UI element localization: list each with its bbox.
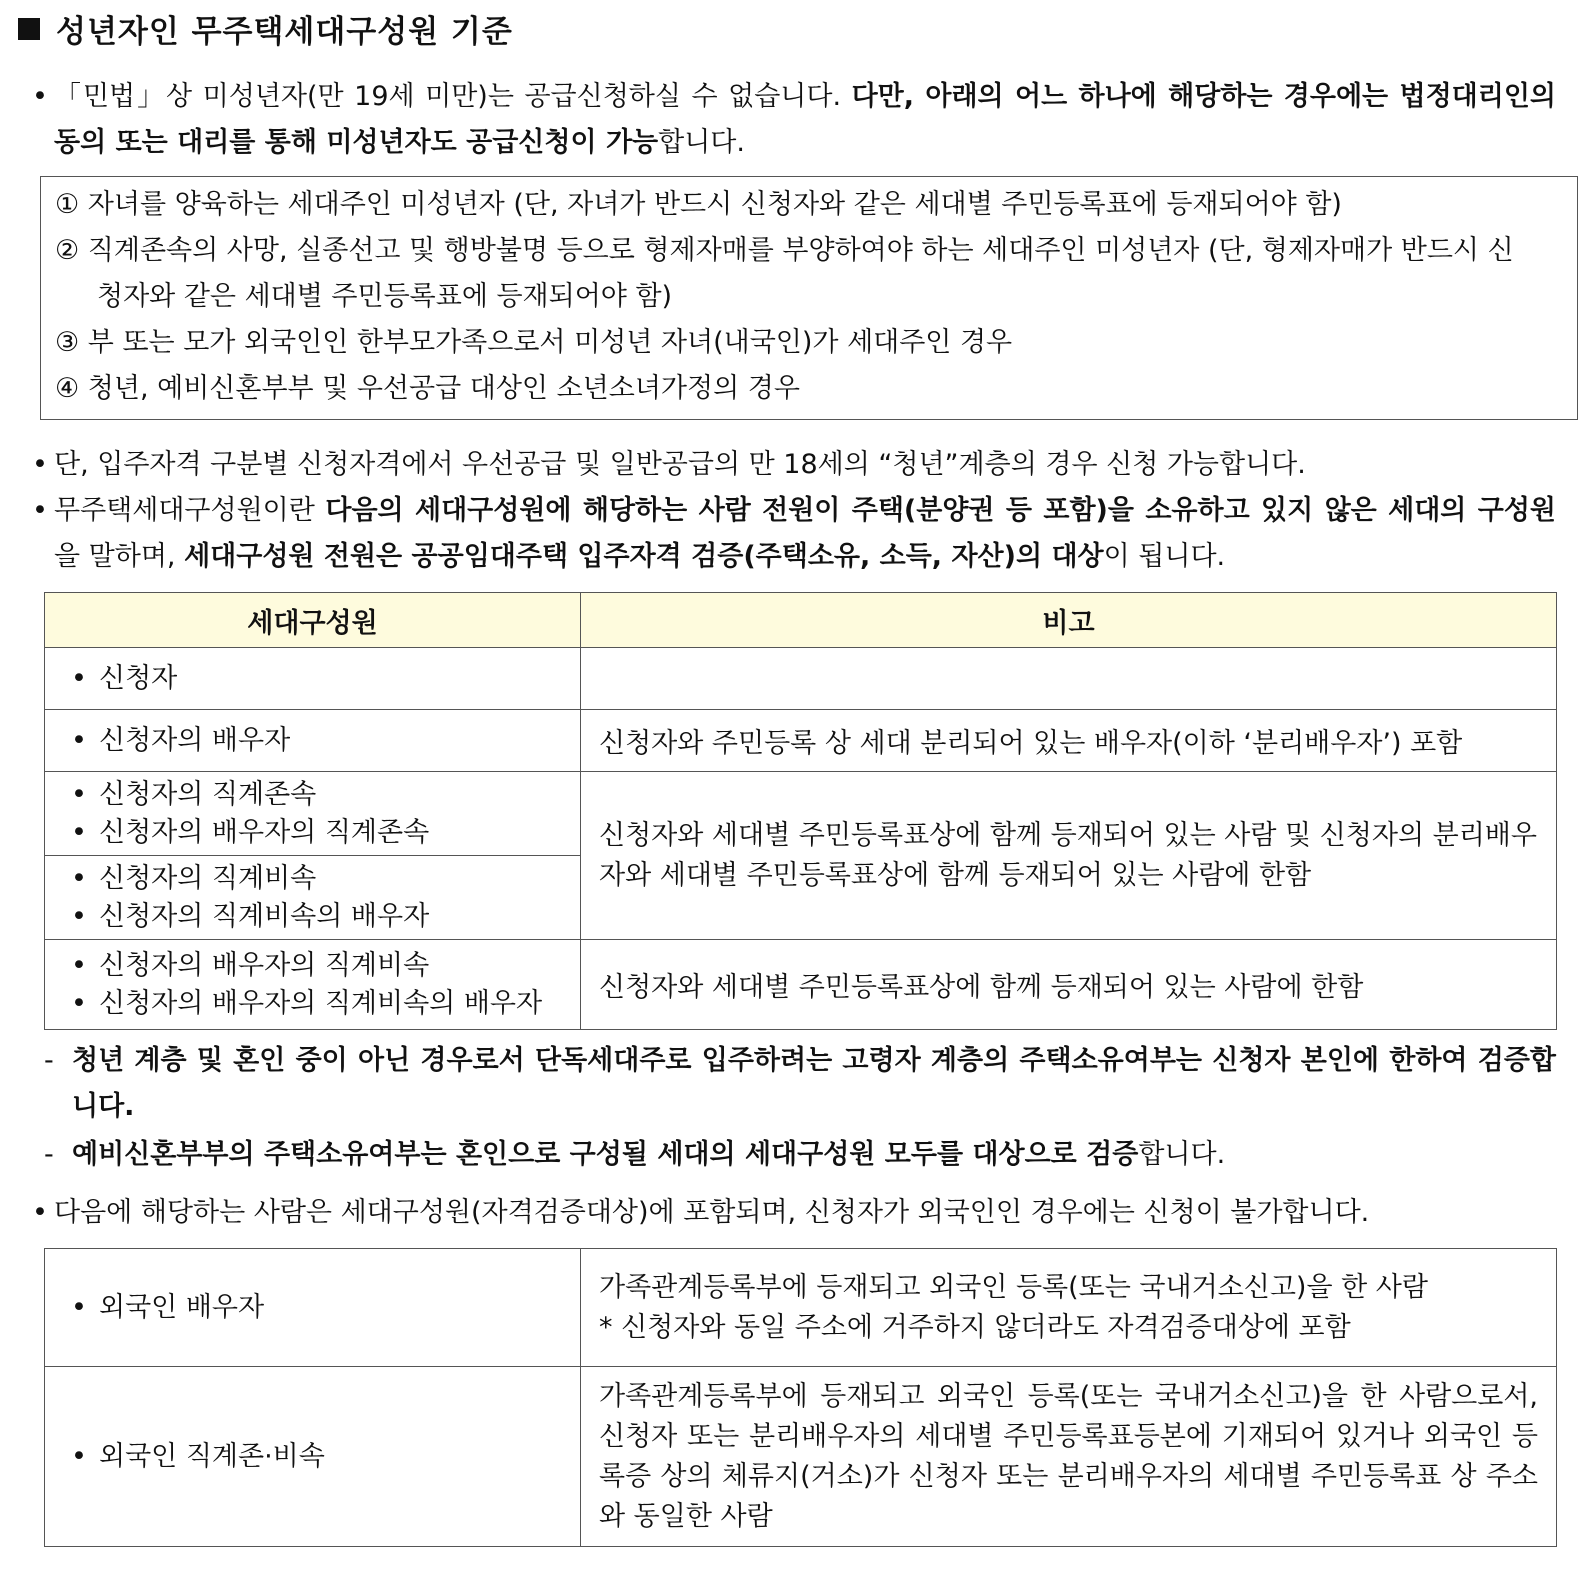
dash1-text: 청년 계층 및 혼인 중이 아닌 경우로서 단독세대주로 입주하려는 고령자 계층의 주택소유여부는 신청자 본인에 한하여 검증합니다. (72, 1045, 1556, 1122)
member-cell: • 신청자의 배우자의 직계비속의 배우자 (63, 985, 562, 1023)
member-cell: • 신청자의 배우자의 직계존속 (63, 814, 562, 852)
note-cell: 신청자와 세대별 주민등록표상에 함께 등재되어 있는 사람 및 신청자의 분리배우자와 세대별 주민등록표상에 함께 등재되어 있는 사람에 한함 (581, 772, 1557, 940)
bullet-icon: • (32, 1197, 48, 1228)
table-row (45, 940, 1557, 1030)
table-row (45, 1367, 1557, 1547)
note-cell: 가족관계등록부에 등재되고 외국인 등록(또는 국내거소신고)을 한 사람으로서, 신청자 또는 분리배우자의 세대별 주민등록표등본에 기재되어 있거나 외국인 등록증 상의 체류지(거소)가 신청자 또는 분리배우자의 세대별 주민등록표 상 주소와 동일한 사람 (581, 1367, 1557, 1547)
member-cell: • 외국인 배우자 (63, 1289, 562, 1327)
p1-bold: 다만, 아래의 어느 하나에 해당하는 경우에는 법정대리인의 동의 또는 대리를 통해 미성년자도 공급신청이 가능 (54, 81, 1556, 158)
note-cell: 신청자와 주민등록 상 세대 분리되어 있는 배우자(이하 ‘분리배우자’) 포함 (581, 710, 1557, 772)
household-members-table (44, 592, 1557, 1030)
table-row (45, 772, 1557, 856)
heading-text: 성년자인 무주택세대구성원 기준 (56, 14, 513, 50)
p3-d: 세대구성원 전원은 공공임대주택 입주자격 검증(주택소유, 소득, 자산)의 대상 (184, 541, 1104, 572)
section-heading (18, 6, 513, 51)
p3-e: 이 됩니다. (1103, 541, 1226, 572)
exception-item-3: ③ 부 또는 모가 외국인인 한부모가족으로서 미성년 자녀(내국인)가 세대주인 경우 (55, 327, 1013, 358)
paragraph-minor-rule (32, 74, 1556, 166)
table-row (45, 710, 1557, 772)
note-cell (581, 1249, 1557, 1367)
member-cell: • 신청자의 배우자의 직계비속 (63, 947, 562, 985)
exception-item-1: ① 자녀를 양육하는 세대주인 미성년자 (단, 자녀가 반드시 신청자와 같은 세대별 주민등록표에 등재되어야 함) (55, 189, 1342, 220)
note-cell: 신청자와 세대별 주민등록표상에 함께 등재되어 있는 사람에 한함 (581, 940, 1557, 1030)
p3-a: 무주택세대구성원이란 (54, 495, 326, 526)
exception-box (40, 176, 1578, 420)
table-header-row (45, 593, 1557, 648)
member-cell: • 신청자의 직계비속의 배우자 (63, 898, 562, 936)
note-line: 가족관계등록부에 등재되고 외국인 등록(또는 국내거소신고)을 한 사람 (599, 1271, 1428, 1303)
dash-icon: - (44, 1045, 54, 1076)
paragraph-youth-18 (32, 442, 1556, 488)
dash-icon: - (44, 1139, 54, 1170)
p1-normal: 「민법」상 미성년자(만 19세 미만)는 공급신청하실 수 없습니다. (54, 81, 852, 112)
square-bullet-icon (18, 18, 40, 40)
member-cell: • 외국인 직계존·비속 (63, 1438, 562, 1476)
p4-text: 다음에 해당하는 사람은 세대구성원(자격검증대상)에 포함되며, 신청자가 외국인인 경우에는 신청이 불가합니다. (54, 1197, 1370, 1228)
bullet-icon: • (32, 449, 48, 480)
dash-note-1 (44, 1038, 1556, 1130)
exception-item-2: ② 직계존속의 사망, 실종선고 및 행방불명 등으로 형제자매를 부양하여야 하는 세대주인 미성년자 (단, 형제자매가 반드시 신 (55, 235, 1514, 266)
dash-note-2 (44, 1132, 1556, 1178)
bullet-icon: • (32, 81, 48, 112)
foreigners-table (44, 1248, 1557, 1547)
p2-text: 단, 입주자격 구분별 신청자격에서 우선공급 및 일반공급의 만 18세의 “청년”계층의 경우 신청 가능합니다. (54, 449, 1306, 480)
header-note: 비고 (581, 593, 1557, 648)
header-member: 세대구성원 (45, 593, 581, 648)
member-cell: • 신청자의 직계존속 (63, 776, 562, 814)
note-line: * 신청자와 동일 주소에 거주하지 않더라도 자격검증대상에 포함 (599, 1311, 1351, 1343)
bullet-icon: • (32, 495, 48, 526)
paragraph-foreigners (32, 1190, 1556, 1236)
dash2-tail: 합니다. (1138, 1139, 1226, 1170)
p3-c: 을 말하며, (54, 541, 185, 572)
exception-item-2-cont: 청자와 같은 세대별 주민등록표에 등재되어야 함) (97, 281, 673, 312)
paragraph-household-definition (32, 488, 1556, 580)
table-row (45, 648, 1557, 710)
member-cell: • 신청자 (63, 660, 562, 698)
note-cell (581, 648, 1557, 710)
dash2-bold: 예비신혼부부의 주택소유여부는 혼인으로 구성될 세대의 세대구성원 모두를 대상으로 검증 (72, 1139, 1139, 1170)
exception-item-4: ④ 청년, 예비신혼부부 및 우선공급 대상인 소년소녀가정의 경우 (55, 373, 800, 404)
p1-tail: 합니다. (658, 127, 745, 158)
member-cell: • 신청자의 배우자 (63, 722, 562, 760)
table-row (45, 1249, 1557, 1367)
p3-b: 다음의 세대구성원에 해당하는 사람 전원이 주택(분양권 등 포함)을 소유하고 있지 않은 세대의 구성원 (325, 495, 1556, 526)
member-cell: • 신청자의 직계비속 (63, 860, 562, 898)
